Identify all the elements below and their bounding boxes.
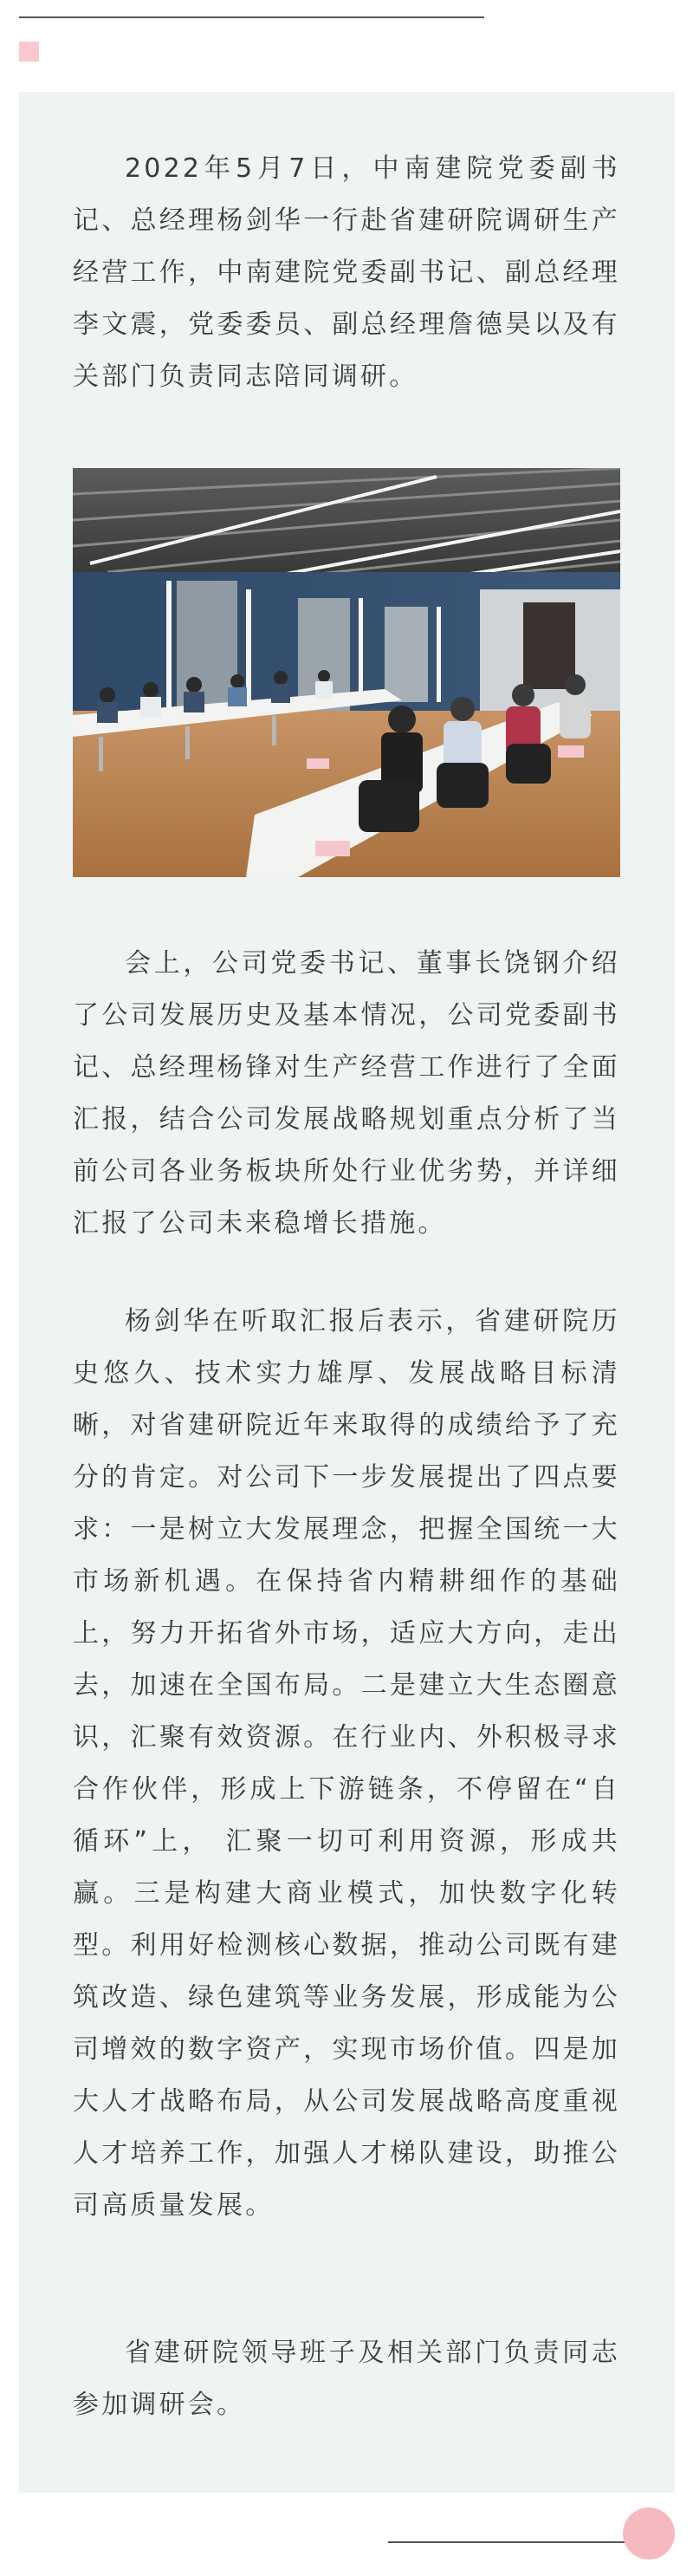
article-paragraph-3: 杨剑华在听取汇报后表示，省建研院历史悠久、技术实力雄厚、发展战略目标清晰，对省建研院近年来取得的成绩给予了充分的肯定。对公司下一步发展提出了四点要求：一是树立大发展理念，把握全国统一大市场新机遇。在保持省内精耕细作的基础上，努力开拓省外市场，适应大方向，走出去，加速在全国布局。二是建立大生态圈意识，汇聚有效资源。在行业内、外积极寻求合作伙伴，形成上下游链条，不停留在“自循环”上， 汇聚一切可利用资源，形成共赢。三是构建大商业模式，加快数字化转型。利用好检测核心数据，推动公司既有建筑改造、绿色建筑等业务发展，形成能为公司增效的数字资产，实现市场价值。四是加大人才战略布局，从公司发展战略高度重视人才培养工作，加强人才梯队建设，助推公司高质量发展。: [73, 1306, 620, 2221]
top-divider-line: [19, 16, 484, 18]
bottom-divider-line: [388, 2541, 657, 2543]
decorative-pink-square: [19, 42, 39, 62]
article-paragraph-2: 会上，公司党委书记、董事长饶钢介绍了公司发展历史及基本情况，公司党委副书记、总经理杨锋对生产经营工作进行了全面汇报，结合公司发展战略规划重点分析了当前公司各业务板块所处行业优劣势，并详细汇报了公司未来稳增长措施。: [73, 948, 620, 1239]
decorative-pink-circle: [623, 2508, 675, 2560]
meeting-photo: [73, 468, 620, 877]
article-paragraph-1: 2022年5月7日，中南建院党委副书记、总经理杨剑华一行赴省建研院调研生产经营工作，中南建院党委副书记、副总经理李文震，党委委员、副总经理詹德昊以及有关部门负责同志陪同调研。: [73, 153, 620, 392]
article-paragraph-4: 省建研院领导班子及相关部门负责同志参加调研会。: [73, 2338, 620, 2420]
